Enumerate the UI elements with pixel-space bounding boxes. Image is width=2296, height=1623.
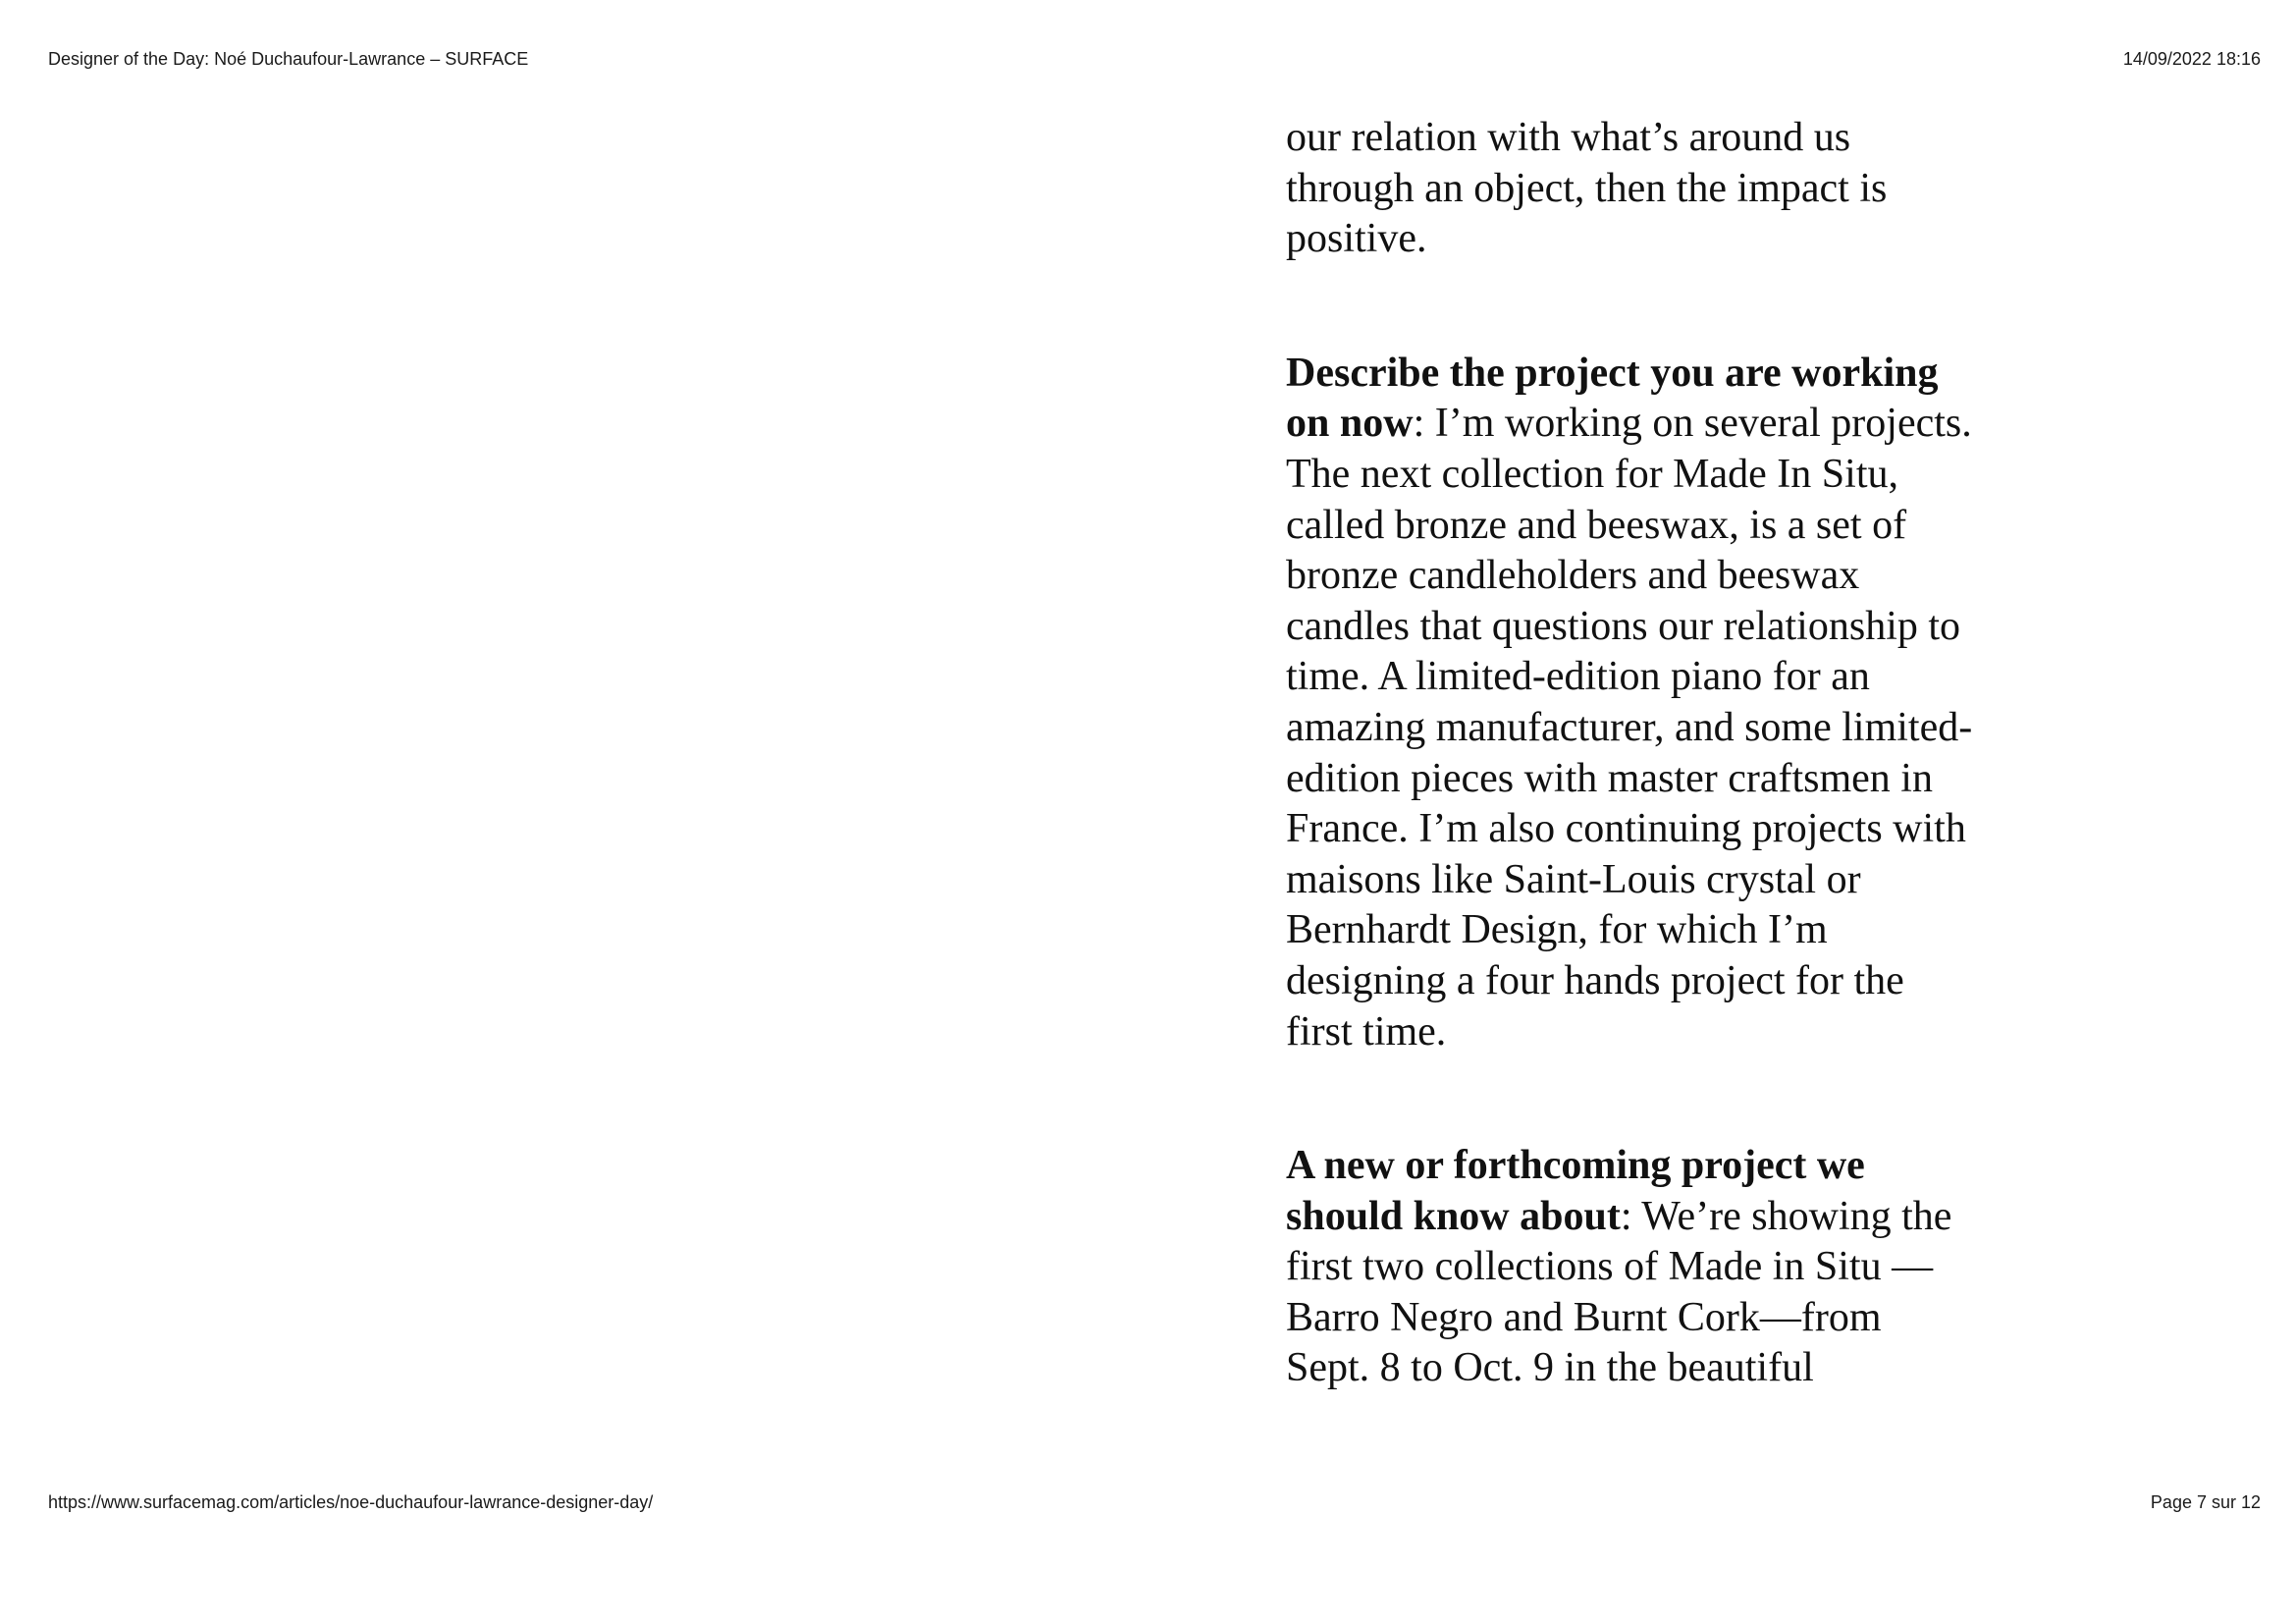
paragraph-text: our relation with what’s around us through an object, then the impact is positive. [1286, 115, 1888, 262]
interview-answer: : I’m working on several projects. The next collection for Made In Situ, called bronze and beeswax, is a set of bronze candleholders and beeswax candles that questions our relationship to time. A limited-edition piano for an amazing manufacturer, and some limited-edition pieces with master craftsmen in France. I’m also continuing projects with maisons like Saint-Louis crystal or Bernhardt Design, for which I’m designing a four hands project for the first time. [1286, 401, 1973, 1055]
print-header-datetime: 14/09/2022 18:16 [2122, 49, 2261, 69]
article-body [1286, 113, 1973, 1394]
article-paragraph [1286, 113, 1973, 265]
print-header-page-title: Designer of the Day: Noé Duchaufour-Lawrance – SURFACE [48, 49, 529, 69]
print-footer-url: https://www.surfacemag.com/articles/noe-duchaufour-lawrance-designer-day/ [48, 1492, 654, 1512]
article-paragraph [1286, 349, 1973, 1057]
print-footer-page-indicator: Page 7 sur 12 [2150, 1492, 2261, 1512]
interview-question: Describe the project you are working on now [1286, 350, 1939, 447]
interview-answer: : We’re showing the first two collections of Made in Situ —Barro Negro and Burnt Cork—from Sept. 8 to Oct. 9 in the beautiful [1286, 1193, 1952, 1391]
article-paragraph [1286, 1141, 1973, 1394]
interview-question: A new or forthcoming project we should know about [1286, 1143, 1865, 1239]
